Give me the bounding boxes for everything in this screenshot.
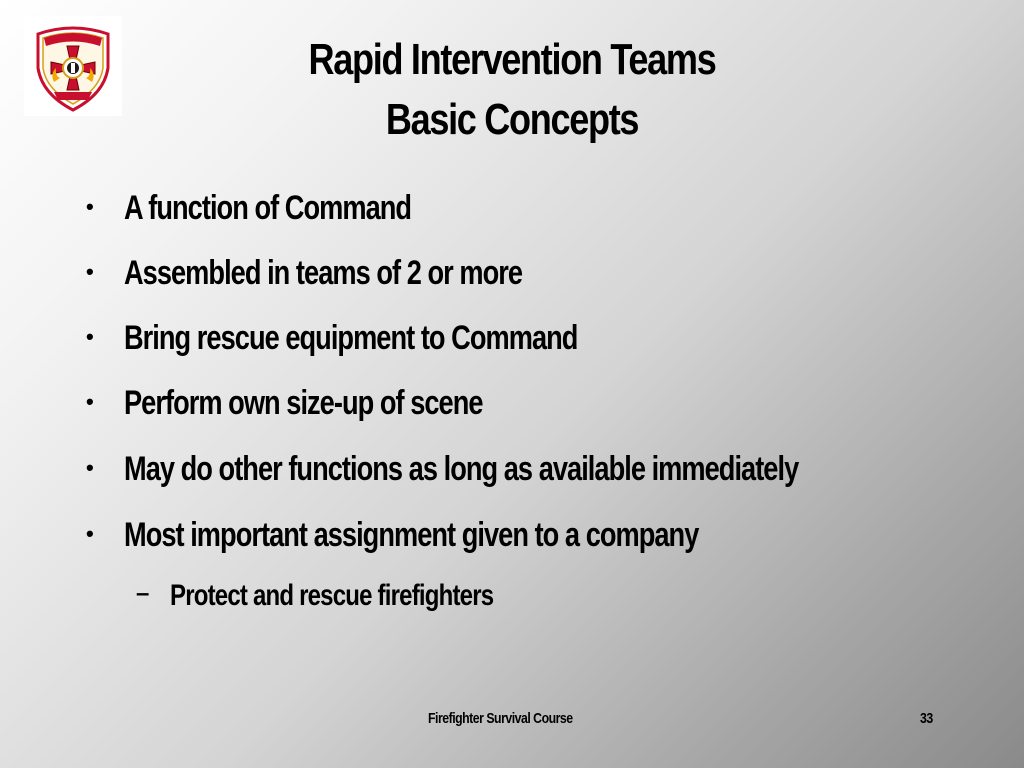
slide-number: 33 <box>920 710 933 727</box>
slide-title <box>92 30 932 150</box>
bullet-text: Most important assignment given to a company <box>124 516 699 554</box>
bullet-item <box>0 511 1024 559</box>
bullet-item <box>0 379 1024 427</box>
sub-bullet-text: Protect and rescue firefighters <box>170 579 494 612</box>
bullet-marker: • <box>86 455 94 480</box>
bullet-text: Perform own size-up of scene <box>124 384 483 422</box>
title-line-2: Basic Concepts <box>385 95 639 144</box>
footer-course-title: Firefighter Survival Course <box>428 710 573 727</box>
bullet-item <box>0 184 1024 232</box>
bullet-item <box>0 445 1024 493</box>
bullet-marker: • <box>86 194 94 219</box>
bullet-text: May do other functions as long as available immediately <box>124 450 799 488</box>
bullet-text: Bring rescue equipment to Command <box>124 319 578 357</box>
bullet-text: A function of Command <box>124 189 412 227</box>
bullet-item <box>0 249 1024 297</box>
sub-bullet-marker: – <box>136 580 150 607</box>
title-line-1: Rapid Intervention Teams <box>308 35 716 84</box>
sub-bullet-item <box>0 576 1024 616</box>
bullet-marker: • <box>86 259 94 284</box>
bullet-marker: • <box>86 324 94 349</box>
bullet-marker: • <box>86 521 94 546</box>
bullet-item <box>0 314 1024 362</box>
bullet-marker: • <box>86 389 94 414</box>
bullet-text: Assembled in teams of 2 or more <box>124 254 523 292</box>
